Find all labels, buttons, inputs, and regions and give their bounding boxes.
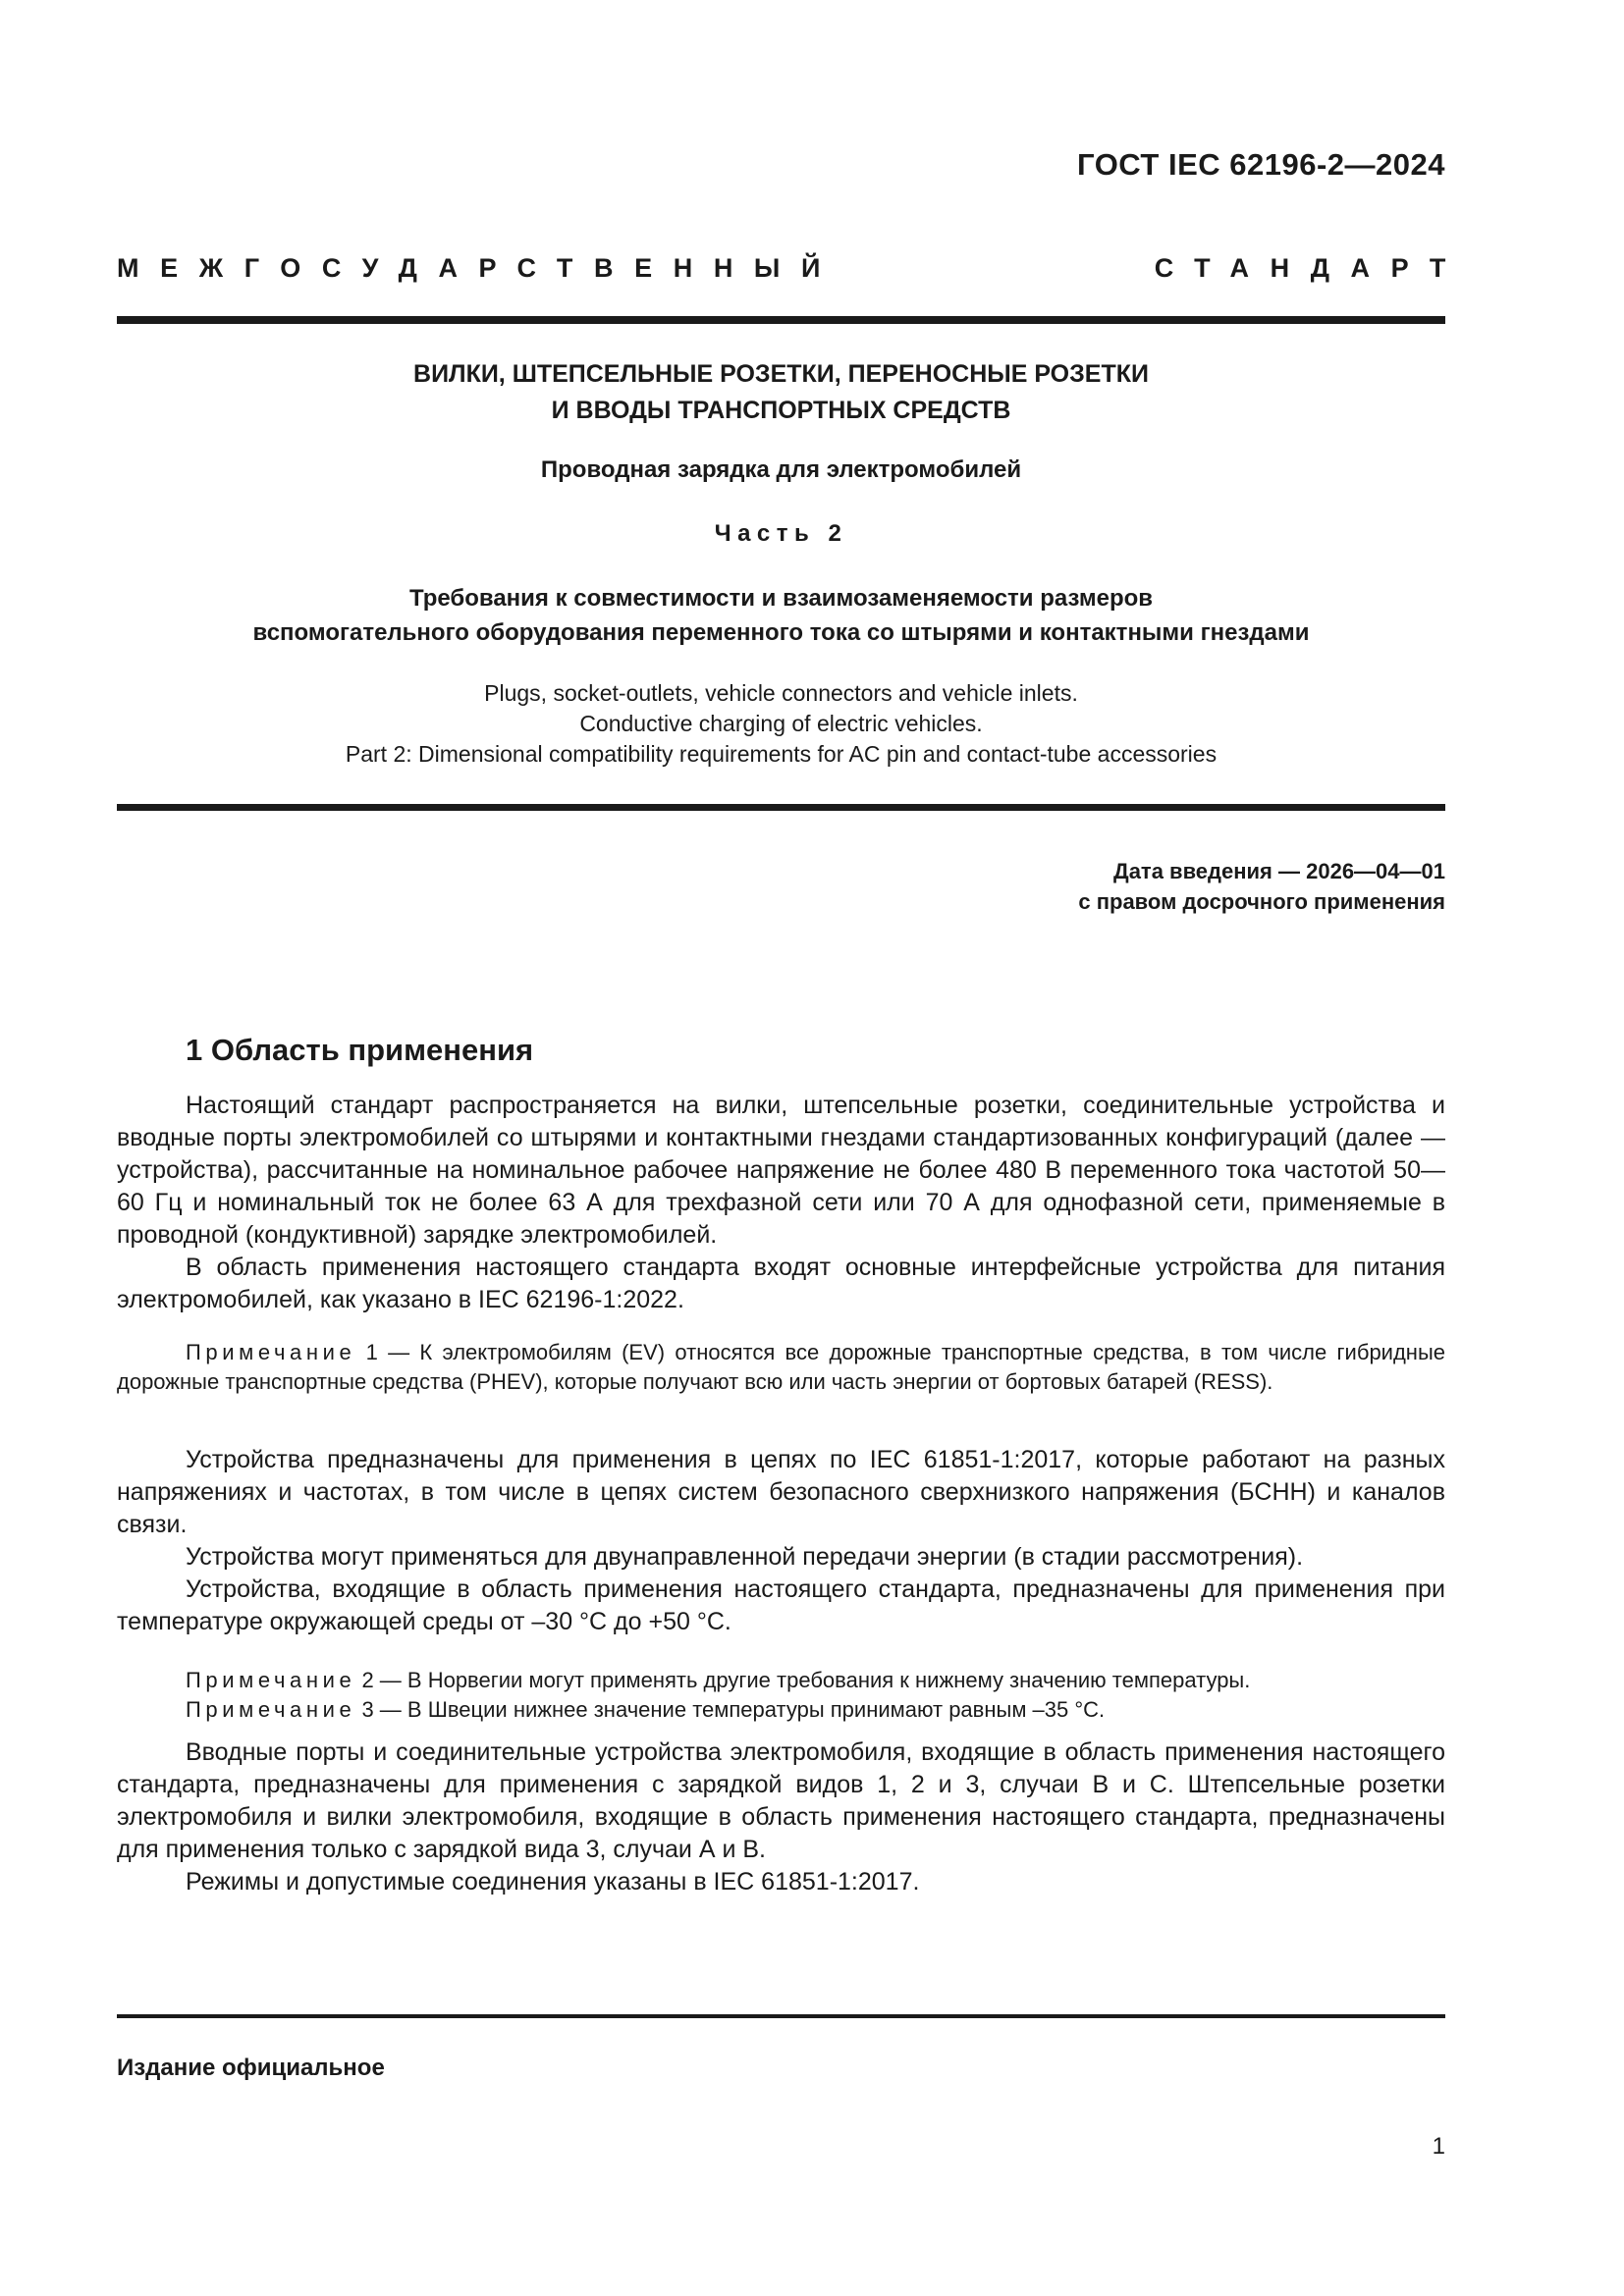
title-russian [117, 356, 1445, 429]
title-english-line-2: Conductive charging of electric vehicles. [579, 711, 983, 736]
paragraph-6: Вводные порты и соединительные устройства электромобиля, входящие в область применения настоящего стандарта, предназначены для применения с зарядкой видов 1, 2 и 3, случаи В и С. Штепсельные розетки электромобиля и вилки электромобиля, входящие в область применения настоящего стандарта, предназначены для применения только с зарядкой вида 3, случаи А и В. [117, 1738, 1445, 1863]
paragraph-2: В область применения настоящего стандарта входят основные интерфейсные устройства для питания электромобилей, как указано в IEC 62196-1:2022. [117, 1254, 1445, 1313]
note-3-text: 3 — В Швеции нижнее значение температуры принимают равным –35 °С. [355, 1697, 1106, 1722]
title-russian-line-2: И ВВОДЫ ТРАНСПОРТНЫХ СРЕДСТВ [551, 397, 1011, 424]
title-english [117, 678, 1445, 770]
part-title [117, 581, 1445, 650]
part-title-line-2: вспомогательного оборудования переменного тока со штырями и контактными гнездами [252, 619, 1310, 646]
paragraph-7: Режимы и допустимые соединения указаны в IEC 61851-1:2017. [186, 1868, 920, 1896]
note-3 [117, 1695, 1445, 1725]
note-1-text: 1 — К электромобилям (EV) относятся все дорожные транспортные средства, в том числе гибридные дорожные транспортные средства (PHEV), которые получают всю или часть энергии от бортовых батарей (RESS). [117, 1340, 1445, 1394]
note-2-text: 2 — В Норвегии могут применять другие требования к нижнему значению температуры. [355, 1668, 1251, 1692]
official-edition-label: Издание официальное [117, 2055, 385, 2081]
subtitle: Проводная зарядка для электромобилей [540, 456, 1022, 483]
paragraph-3: Устройства предназначены для применения в цепях по IEC 61851-1:2017, которые работают на разных напряжениях и частотах, в том числе в цепях систем безопасного сверхнизкого напряжения (БСНН) и каналов связи. [117, 1446, 1445, 1538]
note-1 [117, 1338, 1445, 1397]
note-1-label: Примечание [186, 1340, 356, 1364]
standard-kind-left: МЕЖГОСУДАРСТВЕННЫЙ [117, 253, 841, 283]
paragraph-5: Устройства, входящие в область применения настоящего стандарта, предназначены для применения при температуре окружающей среды от –30 °С до +50 °С. [117, 1575, 1445, 1635]
page-number: 1 [1432, 2133, 1445, 2160]
notes-2-3-block [117, 1666, 1445, 1725]
title-english-line-3: Part 2: Dimensional compatibility requirements for AC pin and contact-tube accessories [345, 741, 1218, 767]
section-heading: 1 Область применения [186, 1033, 534, 1067]
top-rule [117, 316, 1445, 324]
title-english-line-1: Plugs, socket-outlets, vehicle connectors and vehicle inlets. [484, 680, 1078, 706]
part-title-line-1: Требования к совместимости и взаимозаменяемости размеров [408, 585, 1154, 612]
note-2-label: Примечание [186, 1668, 356, 1692]
introduction-date [1078, 856, 1445, 917]
note-1-block [117, 1338, 1445, 1397]
paragraph-4: Устройства могут применяться для двунаправленной передачи энергии (в стадии рассмотрения). [186, 1543, 1304, 1571]
introduction-date-line: Дата введения — 2026—04—01 [1113, 859, 1445, 883]
note-2 [117, 1666, 1445, 1695]
scope-text-block-2 [117, 1444, 1445, 1638]
title-russian-line-1: ВИЛКИ, ШТЕПСЕЛЬНЫЕ РОЗЕТКИ, ПЕРЕНОСНЫЕ РОЗЕТКИ [413, 360, 1149, 388]
paragraph-1: Настоящий стандарт распространяется на вилки, штепсельные розетки, соединительные устройства и вводные порты электромобилей со штырями и контактными гнездами стандартизованных конфигураций (далее — устройства), рассчитанные на номинальное рабочее напряжение не более 480 В переменного тока частотой 50—60 Гц и номинальный ток не более 63 А для трехфазной сети или 70 А для однофазной сети, применяемые в проводной (кондуктивной) зарядке электромобилей. [117, 1092, 1445, 1249]
part-label: Часть 2 [714, 520, 848, 547]
standard-kind-right: СТАНДАРТ [1154, 253, 1467, 283]
title-rule [117, 804, 1445, 811]
scope-text-block-3 [117, 1736, 1445, 1898]
standard-designation: ГОСТ IEC 62196-2—2024 [1077, 147, 1445, 182]
footer-rule [117, 2014, 1445, 2018]
note-3-label: Примечание [186, 1697, 356, 1722]
early-application-line: с правом досрочного применения [1078, 889, 1445, 914]
scope-text-block-1 [117, 1090, 1445, 1316]
